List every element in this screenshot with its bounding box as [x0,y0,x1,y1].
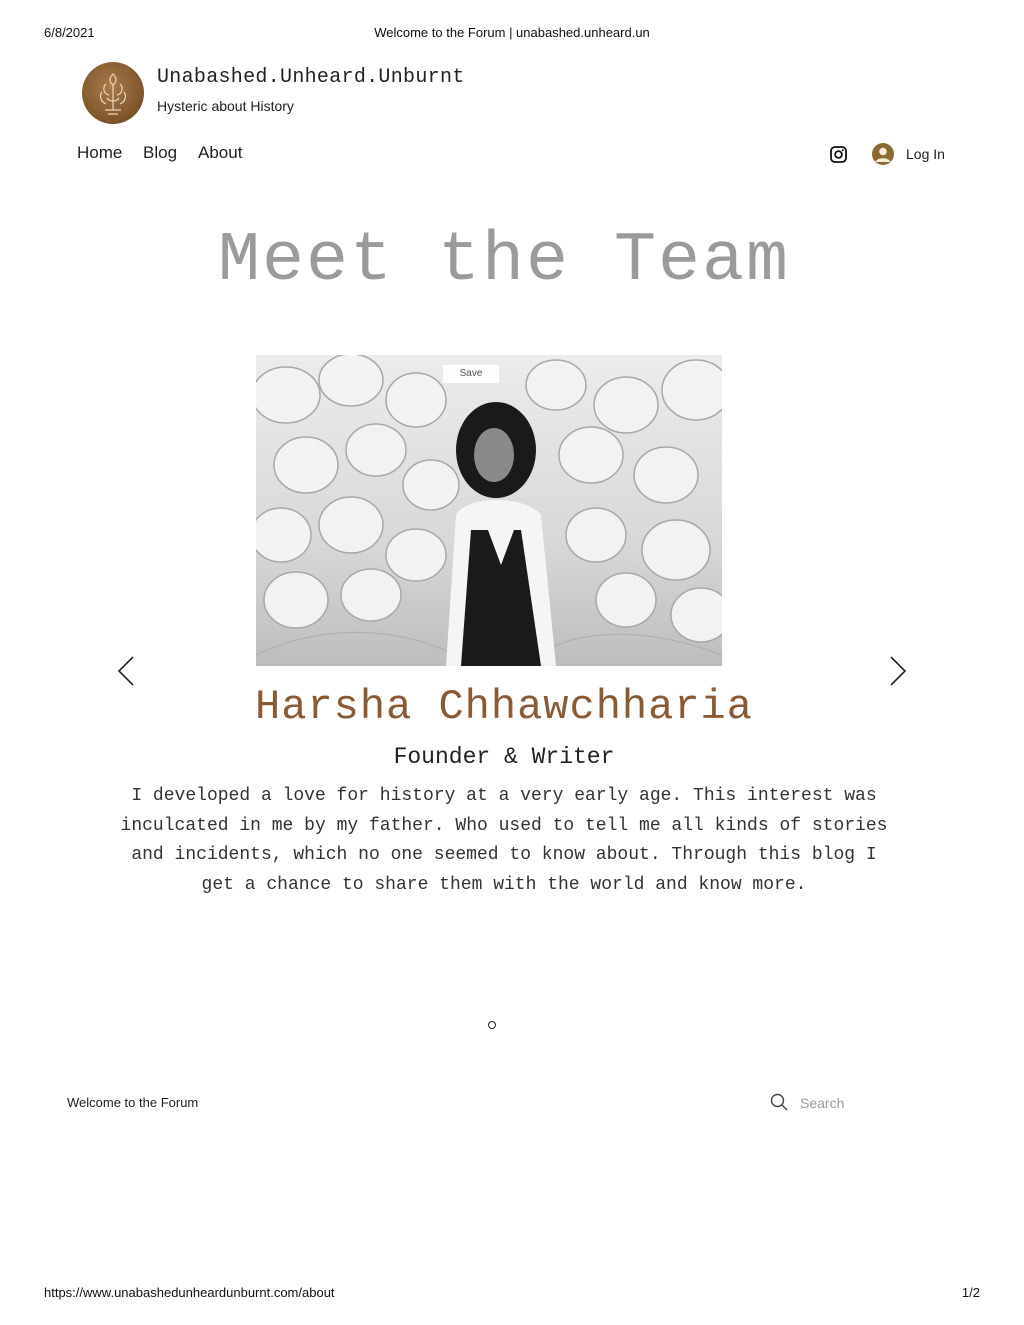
search-input[interactable] [796,1092,944,1114]
site-title[interactable]: Unabashed.Unheard.Unburnt [157,66,465,89]
print-url: https://www.unabashedunheardunburnt.com/about [44,1285,335,1300]
login-button[interactable]: Log In [906,146,945,162]
page-title: Meet the Team [217,222,791,301]
print-date: 6/8/2021 [44,25,95,40]
print-page-title: Welcome to the Forum | unabashed.unheard.un [374,25,650,40]
nav-item-home[interactable]: Home [77,143,123,162]
nav-item-about[interactable]: About [198,143,243,162]
site-tagline: Hysteric about History [157,98,294,114]
team-member-name: Harsha Chhawchharia [255,683,753,731]
team-member-bio: I developed a love for history at a very early age. This interest was inculcated in me by my father. Who used to tell me all kinds of stories and incidents, which no one seemed to know about. Through this blog I get a chance to share them with the world and know more. [120,786,888,895]
forum-title[interactable]: Welcome to the Forum [67,1095,199,1110]
ornate-emblem-icon [82,62,144,124]
team-member-role: Founder & Writer [393,744,615,770]
nav-item-blog[interactable]: Blog [143,143,178,162]
instagram-icon[interactable] [830,146,847,163]
site-logo[interactable] [82,62,144,124]
search-icon[interactable] [770,1093,788,1111]
print-page-number: 1/2 [961,1285,980,1300]
user-avatar-icon[interactable] [872,143,894,165]
save-image-button[interactable]: Save [443,365,499,383]
team-member-photo [256,355,722,666]
slide-indicator-dot[interactable] [488,1021,496,1029]
